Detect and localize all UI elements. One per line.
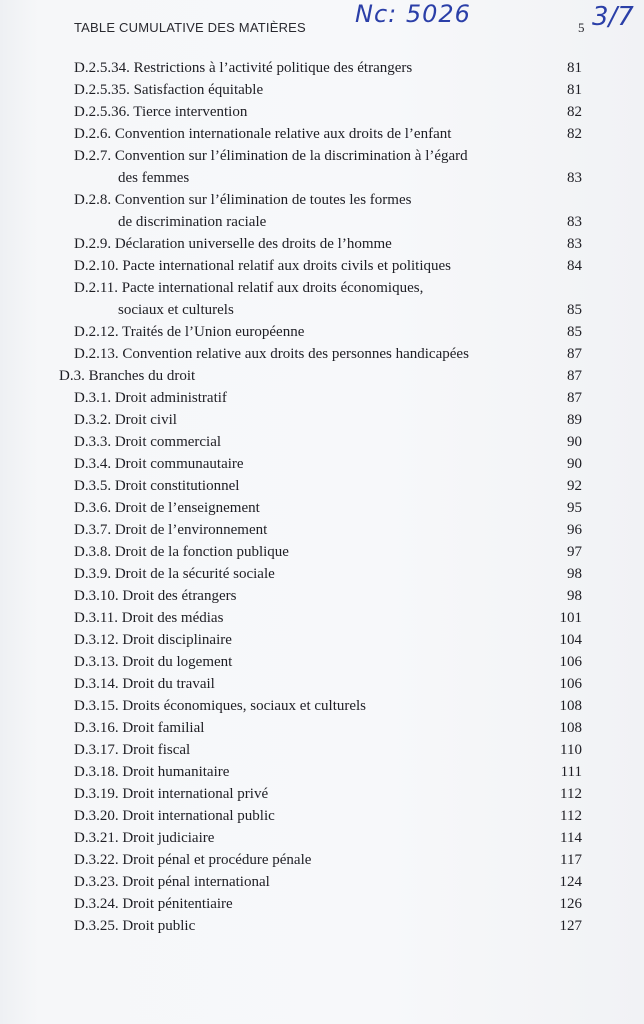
toc-entry-page: 117 bbox=[560, 852, 582, 868]
toc-entry bbox=[0, 234, 644, 256]
toc-entry bbox=[0, 476, 644, 498]
toc-entry-page: 81 bbox=[567, 60, 582, 76]
running-header-title: TABLE CUMULATIVE DES MATIÈRES bbox=[74, 20, 306, 35]
toc-entry-page: 81 bbox=[567, 82, 582, 98]
toc-entry-page: 96 bbox=[567, 522, 582, 538]
toc-entry-label: D.2.6. Convention internationale relative aux droits de l’enfant bbox=[74, 126, 452, 142]
toc-entry-label: D.3.15. Droits économiques, sociaux et culturels bbox=[74, 698, 367, 714]
toc-entry-label: D.2.10. Pacte international relatif aux droits civils et politiques bbox=[74, 258, 451, 274]
toc-entry-page: 83 bbox=[567, 236, 582, 252]
toc-entry-page: 127 bbox=[559, 918, 582, 934]
toc-entry-page: 114 bbox=[560, 830, 582, 846]
toc-entry bbox=[0, 696, 644, 718]
toc-entry bbox=[0, 278, 644, 322]
toc-entry-label: D.3.6. Droit de l’enseignement bbox=[74, 500, 260, 516]
toc-entry-page: 87 bbox=[567, 368, 582, 384]
toc-entry-label: D.2.13. Convention relative aux droits des personnes handicapées bbox=[74, 346, 469, 362]
toc-entry bbox=[0, 190, 644, 234]
toc-entry bbox=[0, 828, 644, 850]
toc-entry bbox=[0, 872, 644, 894]
toc-entry-page: 111 bbox=[560, 764, 582, 780]
toc-entry-page: 112 bbox=[560, 808, 582, 824]
toc-entry-label: D.3.17. Droit fiscal bbox=[74, 742, 191, 758]
toc-entry bbox=[0, 630, 644, 652]
toc-entry-label: D.3.5. Droit constitutionnel bbox=[74, 478, 240, 494]
toc-entry-label: D.2.5.34. Restrictions à l’activité politique des étrangers bbox=[74, 60, 413, 76]
toc-entry bbox=[0, 894, 644, 916]
toc-entry-label: D.3.14. Droit du travail bbox=[74, 676, 215, 692]
toc-entry-continuation: sociaux et culturels bbox=[118, 302, 234, 318]
toc-entry-page: 97 bbox=[567, 544, 582, 560]
toc-entry-page: 112 bbox=[560, 786, 582, 802]
toc-entry bbox=[0, 674, 644, 696]
toc-entry-label: D.3.16. Droit familial bbox=[74, 720, 205, 736]
toc-entry-label: D.2.7. Convention sur l’élimination de la discrimination à l’égard bbox=[74, 148, 468, 164]
toc-entry-page: 126 bbox=[559, 896, 582, 912]
toc-entry-label: D.3.3. Droit commercial bbox=[74, 434, 222, 450]
toc-entry-page: 85 bbox=[567, 302, 582, 318]
toc-entry bbox=[0, 410, 644, 432]
toc-entry-page: 82 bbox=[567, 126, 582, 142]
toc-entry-continuation: de discrimination raciale bbox=[118, 214, 267, 230]
toc-entry-page: 95 bbox=[567, 500, 582, 516]
toc-entry bbox=[0, 366, 644, 388]
toc-entry-page: 92 bbox=[567, 478, 582, 494]
toc-entry bbox=[0, 740, 644, 762]
toc-entry bbox=[0, 256, 644, 278]
toc-entry bbox=[0, 432, 644, 454]
toc-entry bbox=[0, 58, 644, 80]
toc-entry-page: 83 bbox=[567, 214, 582, 230]
toc-entry-label: D.3. Branches du droit bbox=[59, 368, 196, 384]
toc-entry-page: 98 bbox=[567, 566, 582, 582]
toc-entry-label: D.3.23. Droit pénal international bbox=[74, 874, 270, 890]
toc-entry-label: D.3.4. Droit communautaire bbox=[74, 456, 244, 472]
toc-entry bbox=[0, 124, 644, 146]
toc-entry-page: 124 bbox=[559, 874, 582, 890]
toc-entry bbox=[0, 454, 644, 476]
toc-entry bbox=[0, 388, 644, 410]
toc-entry-label: D.2.5.36. Tierce intervention bbox=[74, 104, 248, 120]
toc-entry-page: 89 bbox=[567, 412, 582, 428]
toc-entry bbox=[0, 806, 644, 828]
toc-entry bbox=[0, 498, 644, 520]
toc-entry-label: D.2.9. Déclaration universelle des droits de l’homme bbox=[74, 236, 392, 252]
toc-entry-page: 84 bbox=[567, 258, 582, 274]
toc-entry-label: D.3.10. Droit des étrangers bbox=[74, 588, 237, 604]
toc-entry-page: 106 bbox=[559, 676, 582, 692]
toc-entry-label: D.3.8. Droit de la fonction publique bbox=[74, 544, 289, 560]
toc-entry-page: 108 bbox=[559, 698, 582, 714]
toc-entry-page: 83 bbox=[567, 170, 582, 186]
toc-entry bbox=[0, 608, 644, 630]
toc-entry-continuation: des femmes bbox=[118, 170, 190, 186]
toc-entry-page: 82 bbox=[567, 104, 582, 120]
toc-entry-label: D.3.9. Droit de la sécurité sociale bbox=[74, 566, 275, 582]
toc-entry-label: D.3.19. Droit international privé bbox=[74, 786, 269, 802]
toc-entry-page: 110 bbox=[560, 742, 582, 758]
toc-entry-page: 85 bbox=[567, 324, 582, 340]
toc-entry bbox=[0, 146, 644, 190]
toc-entry-label: D.3.22. Droit pénal et procédure pénale bbox=[74, 852, 312, 868]
toc-entry bbox=[0, 322, 644, 344]
toc-entry-page: 101 bbox=[559, 610, 582, 626]
toc-entry-label: D.2.5.35. Satisfaction équitable bbox=[74, 82, 264, 98]
toc-entry bbox=[0, 916, 644, 938]
toc-entry bbox=[0, 542, 644, 564]
toc-entry-label: D.3.7. Droit de l’environnement bbox=[74, 522, 268, 538]
toc-entry-label: D.3.12. Droit disciplinaire bbox=[74, 632, 232, 648]
toc-entry-page: 87 bbox=[567, 390, 582, 406]
toc-entry bbox=[0, 564, 644, 586]
toc-entry-page: 104 bbox=[559, 632, 582, 648]
toc-entry bbox=[0, 652, 644, 674]
toc-entry-page: 90 bbox=[567, 456, 582, 472]
toc-entry bbox=[0, 718, 644, 740]
toc-entry-page: 87 bbox=[567, 346, 582, 362]
toc-entry bbox=[0, 850, 644, 872]
toc-entry-label: D.3.20. Droit international public bbox=[74, 808, 275, 824]
toc-entry-label: D.3.2. Droit civil bbox=[74, 412, 177, 428]
handwritten-mark: 3/7 bbox=[592, 2, 634, 32]
toc-entry-label: D.3.1. Droit administratif bbox=[74, 390, 227, 406]
toc-entry-page: 90 bbox=[567, 434, 582, 450]
toc-entry-page: 108 bbox=[559, 720, 582, 736]
toc-entry-page: 98 bbox=[567, 588, 582, 604]
handwritten-reference: Nc: 5026 bbox=[355, 0, 471, 28]
toc-entry bbox=[0, 344, 644, 366]
toc-entry bbox=[0, 784, 644, 806]
toc-entry bbox=[0, 102, 644, 124]
toc-entry-label: D.3.18. Droit humanitaire bbox=[74, 764, 230, 780]
toc-entry-label: D.3.24. Droit pénitentiaire bbox=[74, 896, 233, 912]
toc-entry-label: D.2.8. Convention sur l’élimination de toutes les formes bbox=[74, 192, 412, 208]
toc-entry-label: D.3.11. Droit des médias bbox=[74, 610, 224, 626]
toc-entry-label: D.2.12. Traités de l’Union européenne bbox=[74, 324, 305, 340]
toc-entry bbox=[0, 586, 644, 608]
toc-entry-label: D.3.13. Droit du logement bbox=[74, 654, 233, 670]
toc-entry bbox=[0, 520, 644, 542]
toc-entry bbox=[0, 80, 644, 102]
toc-entry-label: D.3.21. Droit judiciaire bbox=[74, 830, 215, 846]
toc-entry-page: 106 bbox=[559, 654, 582, 670]
toc-entry-label: D.3.25. Droit public bbox=[74, 918, 196, 934]
toc-entry bbox=[0, 762, 644, 784]
toc-entry-label: D.2.11. Pacte international relatif aux droits économiques, bbox=[74, 280, 424, 296]
page-number: 5 bbox=[578, 20, 585, 35]
